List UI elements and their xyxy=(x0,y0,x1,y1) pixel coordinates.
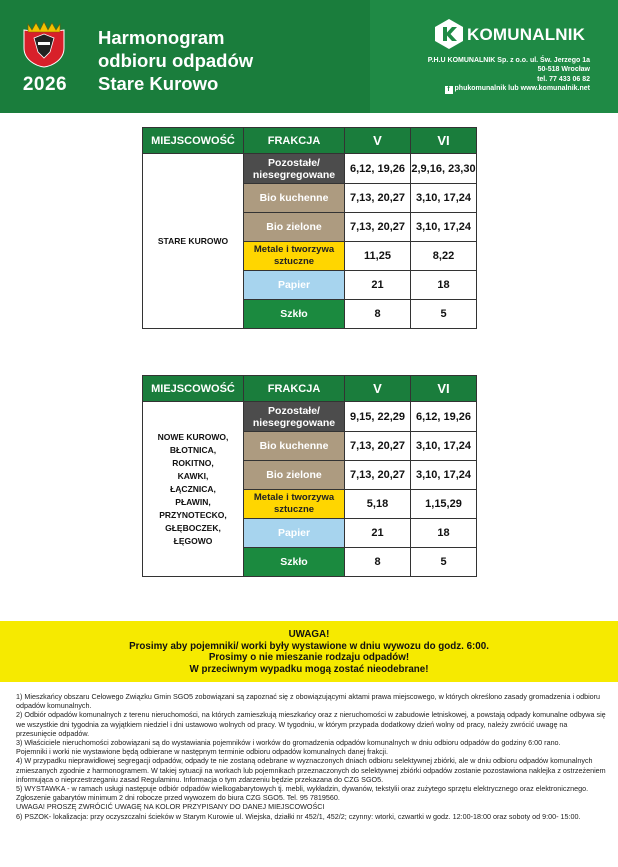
schedule-table-stare-kurowo xyxy=(142,127,477,329)
notice-line: Prosimy aby pojemniki/ worki były wystawione w dniu wywozu do godz. 6:00. xyxy=(129,640,489,652)
company-city: 50-518 Wrocław xyxy=(537,66,590,74)
place-name: ŁĄCZNICA, xyxy=(170,483,216,494)
company-web: phukomunalnik lub www.komunalnik.net xyxy=(454,84,590,92)
company-address: P.H.U KOMUNALNIK Sp. z o.o. ul. Św. Jerzego 1a xyxy=(427,57,590,64)
facebook-icon: f xyxy=(445,86,453,94)
dates-v: 6,12, 19,26 xyxy=(345,154,411,184)
dates-vi: 5 xyxy=(411,548,477,577)
place-name: BŁOTNICA, xyxy=(169,444,217,455)
notice-line: Prosimy o nie mieszanie rodzaju odpadów! xyxy=(208,652,410,663)
header-month-vi: VI xyxy=(411,128,477,154)
dates-vi: 2,9,16, 23,30 xyxy=(411,154,477,184)
place-cell xyxy=(143,402,244,577)
footnote: 6) PSZOK- lokalizacja: przy oczyszczalni ścieków w Starym Kurowie ul. Wiejska, działki nr 452/1, 452/2; czynny: wtorki, czwartki w godz. 12:00-18:00 oraz soboty od 9:00- 15:00. xyxy=(16,811,581,821)
fraction-paper: Papier xyxy=(244,271,345,300)
place-name: PRZYNOTECKO, xyxy=(159,509,227,520)
notice-title: UWAGA! xyxy=(288,629,330,640)
coat-of-arms-icon xyxy=(22,20,66,68)
footnote-warning: UWAGA! PROSZĘ ZWRÓCIĆ UWAGĘ NA KOLOR PRZYPISANY DO DANEJ MIEJSCOWOŚCI xyxy=(16,802,325,812)
dates-vi: 1,15,29 xyxy=(411,490,477,519)
fraction-bio-green: Bio zielone xyxy=(244,461,345,490)
fraction-metal-plastic: Metale i tworzywa sztuczne xyxy=(244,490,345,519)
place-name: NOWE KUROWO, xyxy=(157,431,229,442)
fraction-bio-kitchen: Bio kuchenne xyxy=(244,184,345,213)
dates-vi: 6,12, 19,26 xyxy=(411,402,477,432)
header-fraction: FRAKCJA xyxy=(244,128,345,154)
place-name: PŁAWIN, xyxy=(175,496,211,507)
brand-logo xyxy=(434,18,604,50)
dates-v: 5,18 xyxy=(345,490,411,519)
dates-vi: 18 xyxy=(411,519,477,548)
notice-line: W przeciwnym wypadku mogą zostać nieodebrane! xyxy=(189,663,429,675)
dates-v: 21 xyxy=(345,519,411,548)
place-name: GŁĘBOCZEK, xyxy=(165,522,221,533)
footnote: Pojemniki i worki nie wystawione będą odbierane w następnym terminie odbioru odpadów komunalnych danej frakcji. xyxy=(16,747,388,757)
header-fraction: FRAKCJA xyxy=(244,376,345,402)
table-header-row xyxy=(143,376,477,402)
header-month-vi: VI xyxy=(411,376,477,402)
schedule-table-nowe-kurowo xyxy=(142,375,477,577)
place-name: ROKITNO, xyxy=(172,457,214,468)
dates-v: 7,13, 20,27 xyxy=(345,432,411,461)
table-row xyxy=(143,154,477,184)
fraction-bio-kitchen: Bio kuchenne xyxy=(244,432,345,461)
year-label: 2026 xyxy=(22,74,68,95)
dates-v: 7,13, 20,27 xyxy=(345,184,411,213)
fraction-bio-green: Bio zielone xyxy=(244,213,345,242)
title-line-1: Harmonogram xyxy=(98,27,225,48)
company-info xyxy=(350,56,590,94)
place-name: KAWKI, xyxy=(177,470,209,481)
dates-v: 7,13, 20,27 xyxy=(345,461,411,490)
dates-vi: 3,10, 17,24 xyxy=(411,213,477,242)
dates-vi: 18 xyxy=(411,271,477,300)
dates-vi: 3,10, 17,24 xyxy=(411,184,477,213)
footnote: 2) Odbiór odpadów komunalnych z terenu nieruchomości, na których zamieszkują mieszkańcy oraz z nieruchomości w zabudowie letniskowej, a powstają odpady komunalne odbywa się we wszystkie dni tygodnia za wyjątkiem niedziel i dni ustawowo wolnych od pracy. W tygodniu, w którym przypada dodatkowy dzień wolny od pracy, należy zwrócić uwagę na przesunięcie odpadów. xyxy=(16,710,606,738)
title-line-3: Stare Kurowo xyxy=(98,73,219,94)
footnote: 4) W przypadku nieprawidłowej segregacji odpadów, odpady te nie zostaną odebrane w wyznaczonych dniach odbioru selektywnej zbiórki, ale w dniu odbioru odpadów komunalnych zmieszanych zgodnie z harmonogramem. W takiej sytuacji na workach lub pojemnikach przeznaczonych do selektywnej zbiórki odpadów zostanie pozostawiona naklejka z ostrzeżeniem informująca o nieprzestrzeganiu zasad Regulaminu. Informacja o tym zdarzeniu będzie przekazana do CZG SGO5. xyxy=(16,756,606,784)
footnote: 5) WYSTAWKA - w ramach usługi następuje odbiór odpadów wielkogabarytowych tj. mebli, wykładzin, dywanów, tekstylii oraz zużytego sprzętu elektrycznego oraz elektronicznego. Zgłoszenie gabarytów minimum 2 dni robocze przed wywozem do biura CZG SGO5. Tel. 95 7819560. xyxy=(16,784,589,803)
header-month-v: V xyxy=(345,128,411,154)
fraction-glass: Szkło xyxy=(244,548,345,577)
company-phone: tel. 77 433 06 82 xyxy=(537,75,590,83)
dates-v: 21 xyxy=(345,271,411,300)
dates-v: 8 xyxy=(345,300,411,329)
dates-v: 8 xyxy=(345,548,411,577)
brand-name: KOMUNALNIK xyxy=(467,25,586,44)
header-place: MIEJSCOWOŚĆ xyxy=(143,376,244,402)
warning-notice xyxy=(0,621,618,682)
dates-vi: 5 xyxy=(411,300,477,329)
title-line-2: odbioru odpadów xyxy=(98,50,254,71)
fraction-paper: Papier xyxy=(244,519,345,548)
dates-v: 9,15, 22,29 xyxy=(345,402,411,432)
page-title xyxy=(98,26,253,95)
place-cell: STARE KUROWO xyxy=(143,154,244,329)
footnote: 1) Mieszkańcy obszaru Celowego Związku Gmin SGO5 zobowiązani są zapoznać się z obowiązującymi aktami prawa miejscowego, w których określono zasady gromadzenia i odbioru odpadów komunalnych. xyxy=(16,692,601,711)
komunalnik-logo-icon xyxy=(434,18,464,50)
table-row xyxy=(143,402,477,432)
dates-vi: 8,22 xyxy=(411,242,477,271)
table-header-row xyxy=(143,128,477,154)
fraction-metal-plastic: Metale i tworzywa sztuczne xyxy=(244,242,345,271)
footnotes xyxy=(16,692,606,821)
header-place: MIEJSCOWOŚĆ xyxy=(143,128,244,154)
dates-vi: 3,10, 17,24 xyxy=(411,461,477,490)
dates-vi: 3,10, 17,24 xyxy=(411,432,477,461)
fraction-glass: Szkło xyxy=(244,300,345,329)
dates-v: 11,25 xyxy=(345,242,411,271)
footnote: 3) Właściciele nieruchomości zobowiązani są do wystawiania pojemników i worków do gromadzenia odpadów komunalnych w dniu odbioru odpadów do godziny 6:00 rano. xyxy=(16,738,561,748)
page-header xyxy=(0,0,618,113)
fraction-mixed: Pozostałe/ niesegregowane xyxy=(244,402,345,432)
place-name: ŁĘGOWO xyxy=(173,535,213,546)
header-month-v: V xyxy=(345,376,411,402)
dates-v: 7,13, 20,27 xyxy=(345,213,411,242)
fraction-mixed: Pozostałe/ niesegregowane xyxy=(244,154,345,184)
